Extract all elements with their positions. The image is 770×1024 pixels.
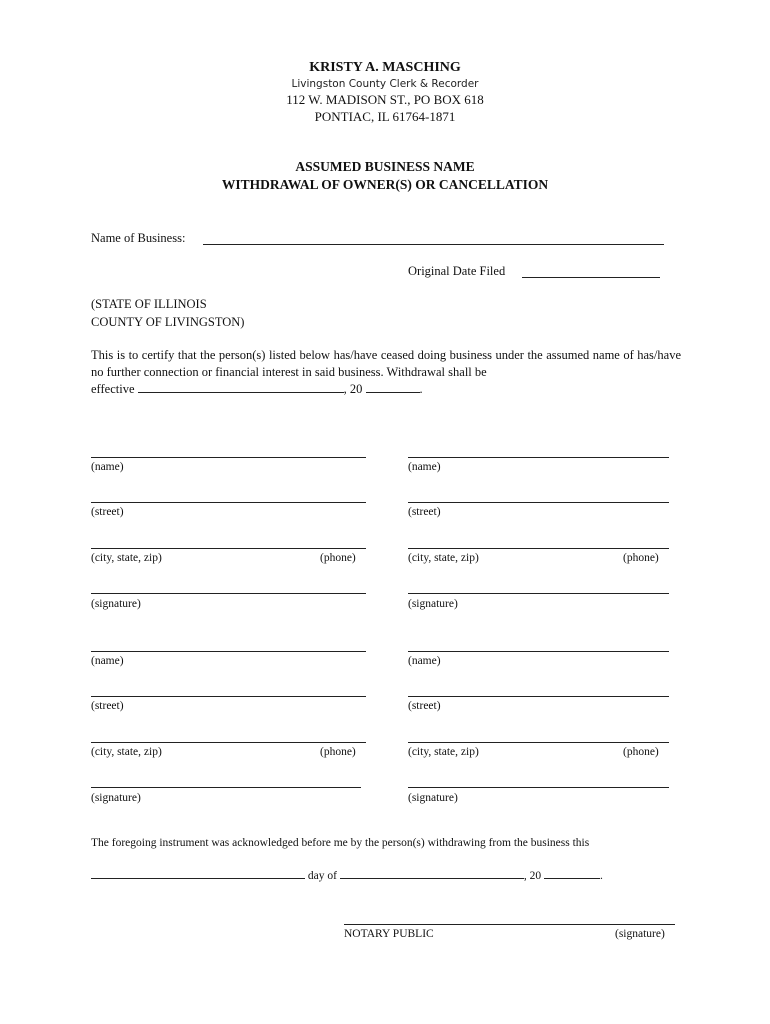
owner4-city-field[interactable] <box>408 742 669 743</box>
owner4-signature-label: (signature) <box>408 792 458 804</box>
acknowledgment-period: . <box>599 870 603 882</box>
owner3-street-label: (street) <box>91 700 124 712</box>
acknowledgment-year-prefix: , 20 <box>523 870 542 882</box>
form-title-line-1: ASSUMED BUSINESS NAME <box>295 159 475 174</box>
owner2-name-label: (name) <box>408 461 441 473</box>
effective-date-field[interactable] <box>138 381 344 393</box>
owner1-phone-label: (phone) <box>320 552 356 564</box>
owner3-street-field[interactable] <box>91 696 366 697</box>
effective-period: . <box>419 382 423 396</box>
owner3-signature-label: (signature) <box>91 792 141 804</box>
owner2-phone-label: (phone) <box>623 552 659 564</box>
notary-signature-label: (signature) <box>615 928 665 940</box>
original-date-field[interactable] <box>522 277 660 278</box>
owner3-name-field[interactable] <box>91 651 366 652</box>
owner1-signature-field[interactable] <box>91 593 366 594</box>
clerk-office: Livingston County Clerk & Recorder <box>291 78 479 90</box>
owner3-phone-label: (phone) <box>320 746 356 758</box>
owner2-city-label: (city, state, zip) <box>408 552 479 564</box>
venue-county: COUNTY OF LIVINGSTON) <box>91 315 245 329</box>
acknowledgment-year-field[interactable] <box>544 867 600 879</box>
effective-year-prefix: , 20 <box>343 382 363 396</box>
owner2-city-field[interactable] <box>408 548 669 549</box>
owner4-signature-field[interactable] <box>408 787 669 788</box>
acknowledgment-month-field[interactable] <box>340 867 524 879</box>
owner3-signature-field[interactable] <box>91 787 361 788</box>
owner4-street-label: (street) <box>408 700 441 712</box>
owner1-name-label: (name) <box>91 461 124 473</box>
owner3-city-field[interactable] <box>91 742 366 743</box>
owner2-street-field[interactable] <box>408 502 669 503</box>
notary-signature-field[interactable] <box>344 924 675 925</box>
owner1-city-label: (city, state, zip) <box>91 552 162 564</box>
owner4-phone-label: (phone) <box>623 746 659 758</box>
owner1-signature-label: (signature) <box>91 598 141 610</box>
effective-year-field[interactable] <box>366 381 420 393</box>
acknowledgment-text: The foregoing instrument was acknowledged before me by the person(s) withdrawing from the business this <box>91 837 590 849</box>
acknowledgment-date-line <box>91 867 603 882</box>
effective-label: effective <box>91 382 135 396</box>
owner1-street-label: (street) <box>91 506 124 518</box>
venue-state: (STATE OF ILLINOIS <box>91 297 207 311</box>
owner4-name-label: (name) <box>408 655 441 667</box>
owner2-street-label: (street) <box>408 506 441 518</box>
clerk-name: KRISTY A. MASCHING <box>309 60 461 75</box>
owner4-street-field[interactable] <box>408 696 669 697</box>
business-name-label: Name of Business: <box>91 231 186 245</box>
owner2-name-field[interactable] <box>408 457 669 458</box>
owner4-name-field[interactable] <box>408 651 669 652</box>
form-title-line-2: WITHDRAWAL OF OWNER(S) OR CANCELLATION <box>221 177 549 192</box>
owner2-signature-label: (signature) <box>408 598 458 610</box>
owner3-name-label: (name) <box>91 655 124 667</box>
acknowledgment-day-of: day of <box>307 870 337 882</box>
certification-text: This is to certify that the person(s) listed below has/have ceased doing business under the assumed name of has/have no further connection or financial interest in said business. Withdrawal shall be <box>91 348 681 379</box>
address-line-2: PONTIAC, IL 61764-1871 <box>314 109 456 124</box>
effective-line <box>91 381 423 397</box>
business-name-field[interactable] <box>203 244 664 245</box>
owner1-city-field[interactable] <box>91 548 366 549</box>
address-line-1: 112 W. MADISON ST., PO BOX 618 <box>286 92 484 107</box>
original-date-label: Original Date Filed <box>408 264 506 278</box>
owner3-city-label: (city, state, zip) <box>91 746 162 758</box>
owner1-name-field[interactable] <box>91 457 366 458</box>
owner2-signature-field[interactable] <box>408 593 669 594</box>
owner4-city-label: (city, state, zip) <box>408 746 479 758</box>
acknowledgment-day-field[interactable] <box>91 867 305 879</box>
notary-public-label: NOTARY PUBLIC <box>344 928 434 940</box>
owner1-street-field[interactable] <box>91 502 366 503</box>
